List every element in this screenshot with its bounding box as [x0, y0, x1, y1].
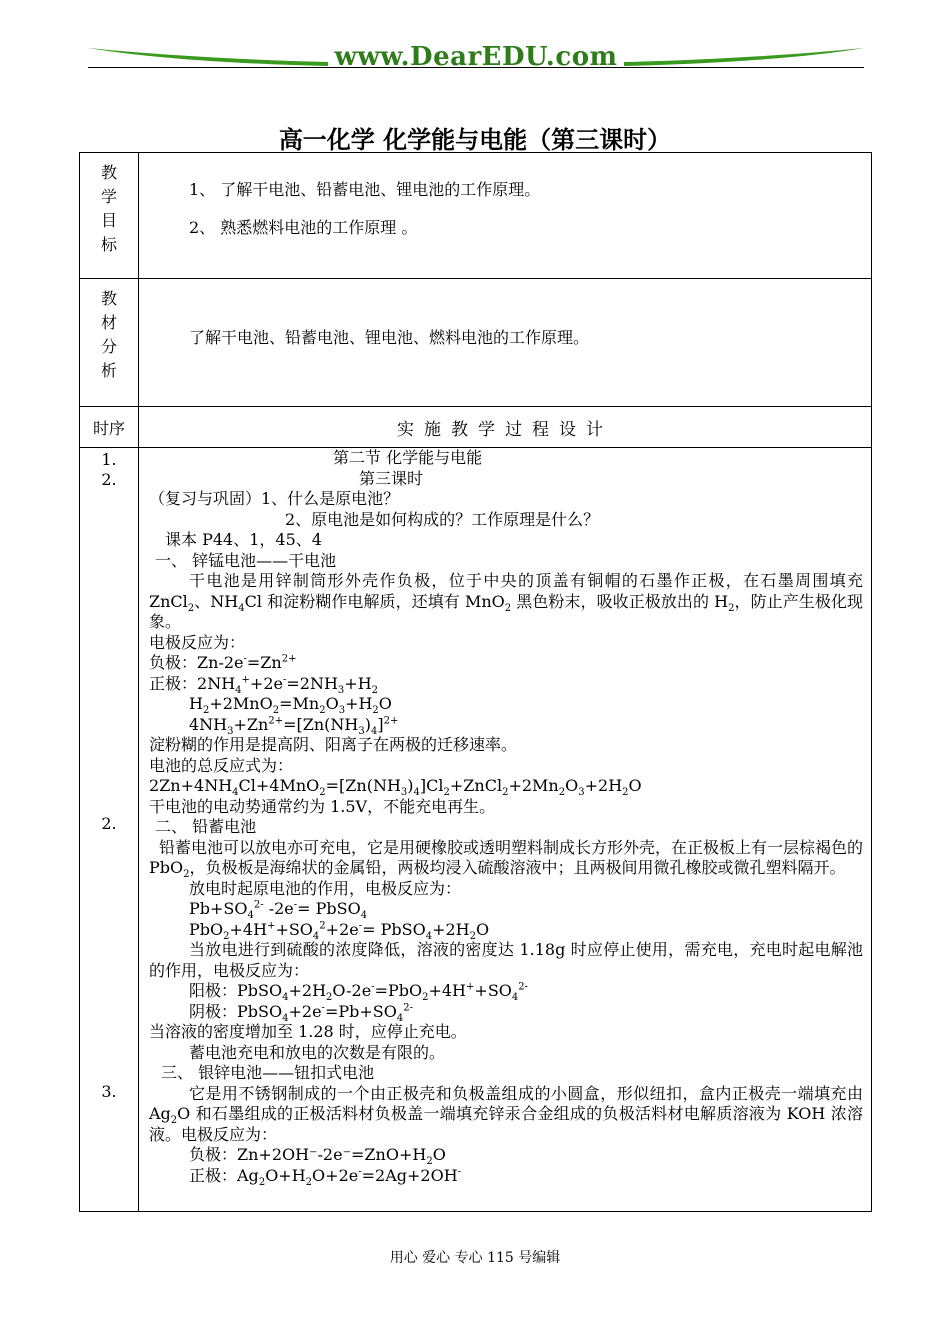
ag-negative-electrode: 负极：$Zn+2OH^--2e^-=ZnO+H_2O$	[189, 1145, 446, 1168]
dry-cell-paragraph: 干电池是用锌制筒形外壳作负极，位于中央的顶盖有铜帽的石墨作正极，在石墨周围填充 ZnCl$_2$、$NH_4Cl$ 和淀粉糊作电解质，还填有 MnO$_2$ 黑色粉末，吸收正极放出的 $H_2$，防止产生极化现象。	[149, 571, 863, 631]
heading-lead-acid: 二、 铅蓄电池	[155, 817, 257, 836]
site-header	[88, 40, 864, 70]
heading-zinc-manganese: 一、 锌锰电池——干电池	[155, 550, 337, 570]
seq-number: 1.	[101, 450, 117, 469]
objectives-label: 教 学 目 标	[80, 153, 139, 279]
cycles-note: 蓄电池充电和放电的次数是有限的。	[189, 1042, 446, 1062]
site-logo[interactable]: www.DearEDU.com	[334, 42, 618, 72]
section-title: 第二节 化学能与电能	[333, 448, 483, 467]
total-equation: $2Zn+4NH_4Cl+4MnO_2=[Zn(NH_3)_4]Cl_2+ZnCl_2+2Mn_2O_3+2H_2O$	[149, 776, 642, 799]
heading-silver-zinc: 三、 银锌电池——钮扣式电池	[161, 1063, 375, 1082]
equation: $PbO_2+4H^++SO_4^2+2e^-=$ $PbSO_4+2H_2O$	[189, 919, 490, 942]
ag-positive-electrode: 正极：$Ag_2O+H_2O+2e^-=2Ag+2OH^-$	[189, 1165, 462, 1188]
content-row	[80, 448, 872, 1212]
header-rule	[88, 67, 864, 68]
seq-number: 2.	[101, 814, 117, 833]
objective-2: 2、 熟悉燃料电池的工作原理 。	[189, 218, 418, 237]
equation: $4NH_3+Zn^{2+}=[Zn(NH_3)_4]^{2+}$	[189, 714, 399, 737]
objectives-row	[80, 153, 872, 279]
discharge-note: 放电时起原电池的作用，电极反应为：	[189, 878, 462, 898]
analysis-label: 教 材 分 析	[80, 279, 139, 407]
equation: $Pb+SO_4^{2-}$ -2e-= PbSO$_4$	[189, 899, 368, 922]
emf-note: 干电池的电动势通常约为 1.5V，不能充电再生。	[149, 796, 496, 816]
positive-electrode: 正极：$2NH_4^++2e^-=2NH_3+H_2$	[149, 673, 379, 696]
negative-electrode: 负极：$Zn-2e^-=Zn^{2+}$	[149, 653, 297, 672]
lesson-title: 第三课时	[359, 468, 424, 488]
header-row	[80, 407, 872, 448]
review-q2: 2、原电池是如何构成的？工作原理是什么？	[285, 509, 600, 529]
sequence-label: 时序	[80, 407, 139, 448]
sequence-column	[80, 448, 139, 1212]
analysis-content	[139, 279, 872, 407]
page-footer: 用心 爱心 专心 115 号编辑	[389, 1250, 561, 1266]
design-label: 实施教学过程设计	[139, 407, 872, 448]
button-cell-paragraph: 它是用不锈钢制成的一个由正极壳和负极盖组成的小圆盒，形似纽扣，盒内正极壳一端填充由 $Ag_2O$ 和石墨组成的正极活料材负极盖一端填充锌汞合金组成的负极活料材电解质溶液为 KOH 浓溶液。电极反应为：	[149, 1083, 863, 1144]
charge-paragraph: 当放电进行到硫酸的浓度降低，溶液的密度达 1.18g 时应停止使用，需充电，充电时起电解池的作用，电极反应为：	[149, 940, 863, 980]
textbook-ref: 课本 P44、1，45、4	[165, 530, 322, 549]
lead-acid-paragraph: 铅蓄电池可以放电亦可充电，它是用硬橡胶或透明塑料制成长方形外壳，在正极板上有一层棕褐色的 PbO$_2$，负极板是海绵状的金属铅，两极均浸入硫酸溶液中；且两极间用微孔橡胶或微孔塑料隔开。	[149, 837, 864, 881]
analysis-text: 了解干电池、铅蓄电池、锂电池、燃料电池的工作原理。	[189, 328, 590, 347]
review-q1: （复习与巩固）1、什么是原电池？	[149, 489, 400, 508]
lesson-table	[79, 152, 872, 1212]
anode-reaction: 阳极：$PbSO_4+2H_2O-2e^-=PbO_2+4H^++SO_4^{2-}$	[189, 981, 529, 1004]
page-title: 高一化学 化学能与电能（第三课时）	[278, 126, 672, 154]
equation: $H_2+2MnO_2=Mn_2O_3+H_2O$	[189, 694, 392, 717]
lesson-content	[139, 448, 872, 1212]
cathode-reaction: 阴极：$PbSO_4+2e^-=Pb+SO_4^{2-}$	[189, 1001, 413, 1024]
stop-charge-note: 当溶液的密度增加至 1.28 时，应停止充电。	[149, 1022, 467, 1041]
total-reaction-label: 电池的总反应式为：	[149, 755, 294, 775]
seq-number: 2.	[101, 470, 117, 489]
seq-number: 3.	[101, 1082, 117, 1101]
analysis-row	[80, 279, 872, 407]
starch-note: 淀粉糊的作用是提高阴、阳离子在两极的迁移速率。	[149, 735, 518, 754]
reaction-intro: 电极反应为：	[149, 632, 246, 652]
objective-1: 1、 了解干电池、铅蓄电池、锂电池的工作原理。	[189, 180, 541, 199]
objectives-content	[139, 153, 872, 279]
